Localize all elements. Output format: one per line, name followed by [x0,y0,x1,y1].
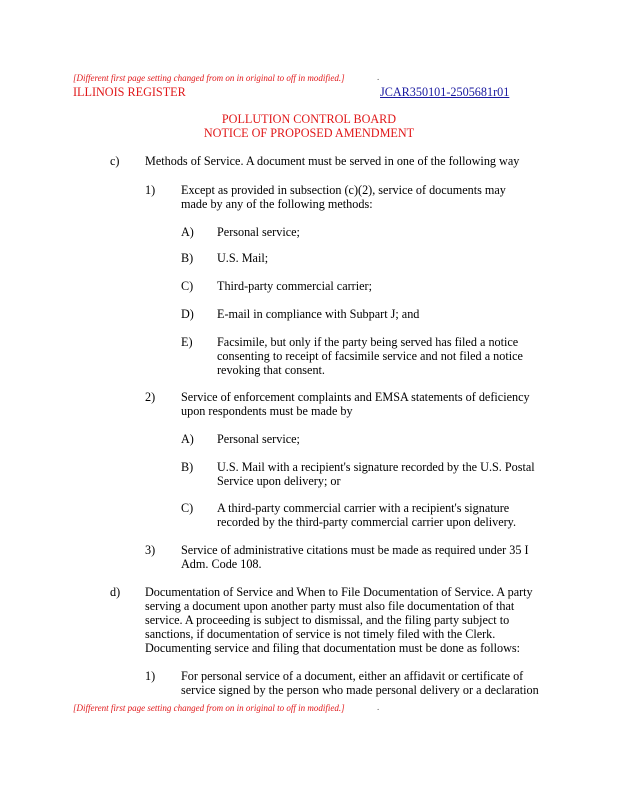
agency-title: POLLUTION CONTROL BOARD [221,112,397,126]
section-d-line: sanctions, if documentation of service is not timely filed with the Clerk. [145,627,496,641]
footer-dot: . [377,702,380,712]
c1-item-text: Personal service; [217,225,300,239]
c3-line: Service of administrative citations must be made as required under 35 I [181,543,529,557]
notice-title: NOTICE OF PROPOSED AMENDMENT [203,126,415,140]
c2-item-text: Personal service; [217,432,300,446]
c3-line: Adm. Code 108. [181,557,262,571]
header-dot: . [377,72,380,82]
c2-item-text: Service upon delivery; or [217,474,341,488]
bottom-revision-note: [Different first page setting changed from on in original to off in modified.] [73,703,345,713]
section-c-text: Methods of Service. A document must be served in one of the following way [145,154,520,168]
section-d-label: d) [110,585,121,599]
top-revision-note: [Different first page setting changed from on in original to off in modified.] [73,73,345,83]
c2-line: upon respondents must be made by [181,404,353,418]
c1-item-text: revoking that consent. [217,363,325,377]
c2-line: Service of enforcement complaints and EMSA statements of deficiency [181,390,530,404]
c1-line: made by any of the following methods: [181,197,373,211]
c1-item-text: Facsimile, but only if the party being served has filed a notice [217,335,519,349]
c3-label: 3) [145,543,156,557]
section-d-line: service. A proceeding is subject to dismissal, and the filing party subject to [145,613,510,627]
c1-item-text: E-mail in compliance with Subpart J; and [217,307,420,321]
c2-label: 2) [145,390,156,404]
c2-item-text: U.S. Mail with a recipient's signature recorded by the U.S. Postal [217,460,535,474]
c1-item-text: consenting to receipt of facsimile service and not filed a notice [217,349,523,363]
c2-item-label: B) [181,460,194,474]
section-c-label: c) [110,154,120,168]
c1-item-label: E) [181,335,193,349]
c1-item-text: U.S. Mail; [217,251,269,265]
d1-label: 1) [145,669,156,683]
section-d-line: Documentation of Service and When to File Documentation of Service. A party [145,585,533,599]
c1-item-text: Third-party commercial carrier; [217,279,372,293]
c1-item-label: B) [181,251,194,265]
register-label: ILLINOIS REGISTER [73,85,186,99]
c2-item-label: A) [181,432,194,446]
c2-item-text: A third-party commercial carrier with a recipient's signature [217,501,510,515]
c1-line: Except as provided in subsection (c)(2), service of documents may [181,183,506,197]
c2-item-text: recorded by the third-party commercial carrier upon delivery. [217,515,517,529]
d1-line: service signed by the person who made personal delivery or a declaration [181,683,539,697]
jcar-link[interactable]: JCAR350101-2505681r01 [380,85,510,99]
c1-label: 1) [145,183,156,197]
c1-item-label: D) [181,307,194,321]
d1-line: For personal service of a document, either an affidavit or certificate of [181,669,524,683]
section-d-line: Documenting service and filing that documentation must be done as follows: [145,641,521,655]
c1-item-label: A) [181,225,194,239]
c1-item-label: C) [181,279,194,293]
c2-item-label: C) [181,501,194,515]
section-d-line: serving a document upon another party must also file documentation of that [145,599,515,613]
